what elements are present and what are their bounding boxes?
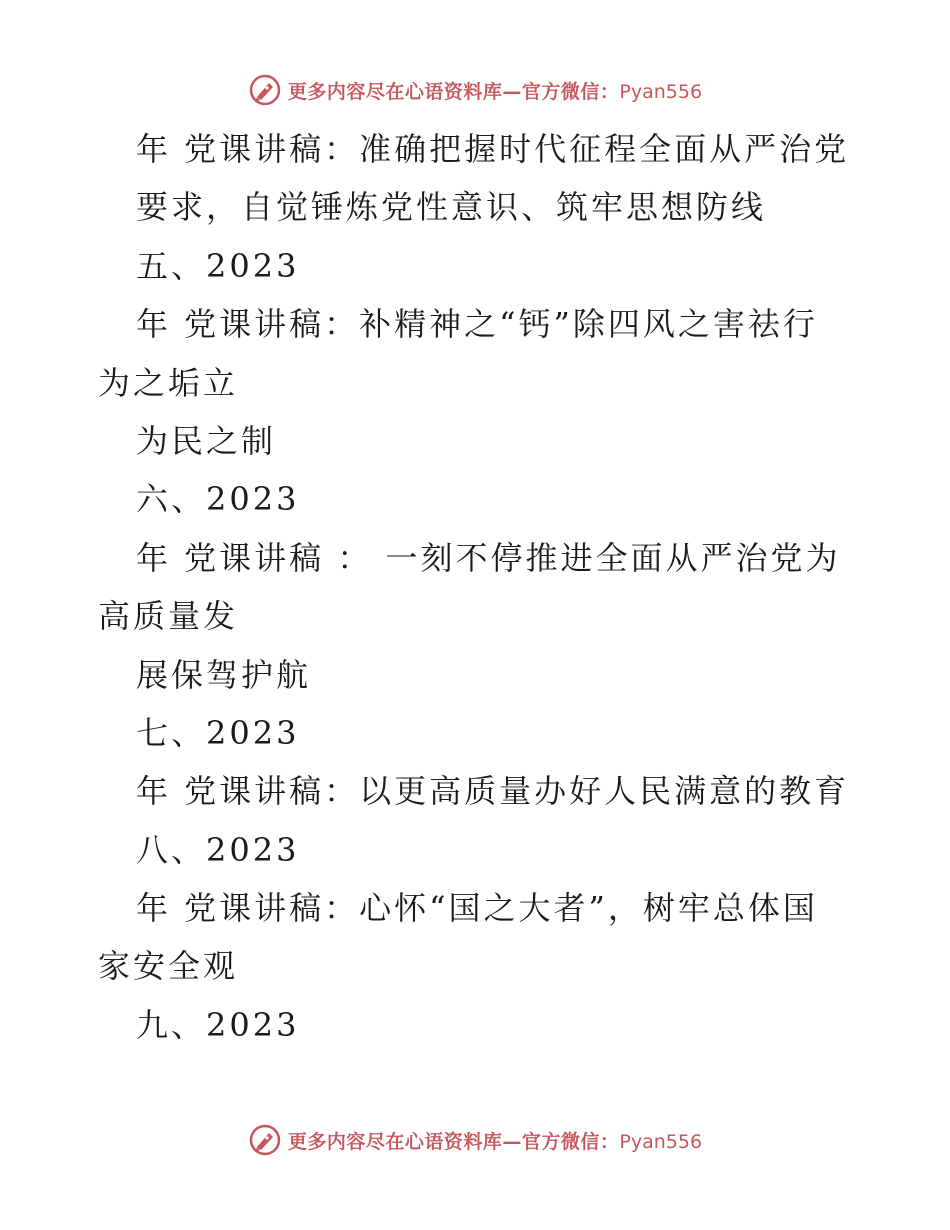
header-account: Pyan556 (619, 80, 703, 103)
section-heading: 九、2023 (136, 1005, 300, 1044)
pen-nib-logo-icon (248, 73, 282, 107)
text-line: 要求，自觉锤炼党性意识、筑牢思想防线 (136, 188, 767, 227)
text-line: 年 党课讲稿：准确把握时代征程全面从严治党 (136, 130, 850, 168)
text-line: 为民之制 (136, 421, 277, 460)
text-line: 年 党课讲稿：心怀“国之大者”，树牢总体国 (136, 889, 818, 928)
text-line: 年 党课讲稿：以更高质量办好人民满意的教育 (136, 772, 850, 811)
section-heading: 六、2023 (136, 480, 300, 519)
text-line: 为之垢立 (98, 363, 239, 402)
pen-nib-logo-icon (248, 1123, 282, 1157)
header-banner (0, 70, 950, 110)
text-line: 年 党课讲稿 ： 一刻不停推进全面从严治党为 (136, 538, 841, 577)
text-line: 高质量发 (98, 597, 239, 636)
document-body (98, 120, 850, 1054)
text-line: 展保驾护航 (136, 655, 312, 694)
header-banner-text: 更多内容尽在心语资料库—官方微信：Pyan556 (287, 80, 703, 103)
text-line: 年 党课讲稿：补精神之“钙”除四风之害祛行 (136, 305, 818, 344)
section-heading: 八、2023 (136, 830, 300, 869)
footer-banner-content (248, 1123, 702, 1157)
footer-account: Pyan556 (619, 1130, 703, 1153)
footer-banner (0, 1120, 950, 1160)
footer-banner-text: 更多内容尽在心语资料库—官方微信：Pyan556 (287, 1130, 703, 1153)
header-banner-content (248, 73, 702, 107)
section-heading: 七、2023 (136, 713, 300, 752)
section-heading: 五、2023 (136, 246, 300, 285)
text-line: 家安全观 (98, 947, 239, 986)
